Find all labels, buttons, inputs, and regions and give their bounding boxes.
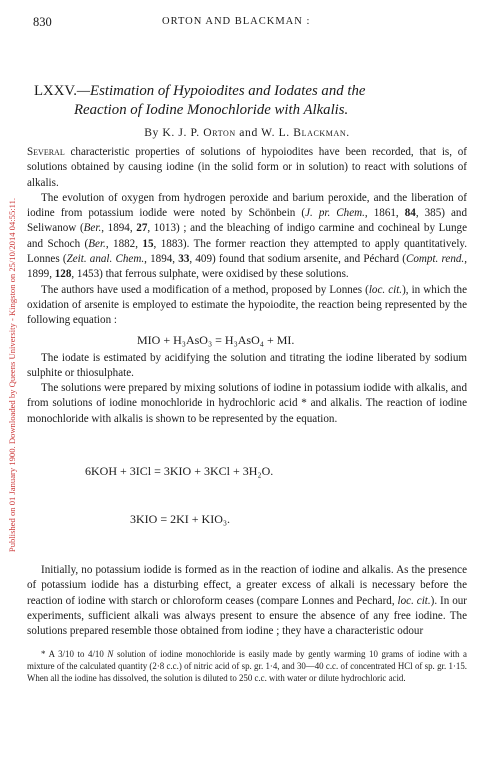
volume-84: 84 [404, 207, 416, 220]
paragraph-6 [27, 563, 467, 639]
citation-ber-1: Ber. [83, 222, 102, 235]
p3-b: ), in which the oxidation of arsenite is employed to estimate the hypoiodite, the reaction being represented by the following equation : [27, 283, 467, 327]
volume-128: 128 [54, 268, 72, 281]
page-number: 830 [33, 15, 52, 29]
p3-a: The authors have used a modification of a method, proposed by Lonnes ( [41, 283, 369, 296]
citation-loc-cit-2: loc. cit. [397, 594, 431, 607]
p2-b: , 1861, [364, 207, 405, 220]
p2-c: , 385) and Seliwanow ( [27, 207, 467, 235]
paragraph-4: The iodate is estimated by acidifying the solution and titrating the iodine liberated by sodium sulphite or thiosulphate. [27, 351, 467, 379]
citation-j-pr-chem: J. pr. Chem. [305, 207, 365, 220]
article-title [34, 82, 467, 120]
equation-monochloride: 6KOH + 3ICl = 3KIO + 3KCl + 3H₂O. [85, 464, 274, 479]
paragraph-3 [27, 283, 467, 329]
author-orton: Orton [203, 126, 236, 139]
download-watermark [4, 25, 20, 725]
title-line-2: Reaction of Iodine Monochloride with Alkalis. [74, 102, 349, 118]
volume-33: 33 [178, 253, 190, 266]
paragraph-1-text: characteristic properties of solutions of hypoiodites have been recorded, that is, of solutions obtained by causing iodine (in the solid form or in solution) to react with solutions of alkalis. [27, 146, 467, 189]
equation-iodate: 3KIO = 2KI + KIO₃. [130, 512, 231, 527]
citation-loc-cit-1: loc. cit. [368, 283, 403, 296]
byline [27, 126, 467, 139]
byline-mid: and W. L. [235, 126, 294, 139]
p6-b: ). In our experiments, sufficient alkali was always present to ensure the absence of any free iodine. The solutions prepared resemble those obtained from iodine ; they have a characteristic odour [27, 594, 468, 638]
normality-symbol: N [107, 648, 114, 659]
citation-compt-rend: Compt. rend. [405, 253, 465, 266]
volume-15: 15 [142, 237, 154, 250]
p2-k: , 1453) that ferrous sulphate, were oxidised by these solutions. [71, 268, 349, 281]
byline-end: . [346, 126, 350, 139]
footnote-b: solution of iodine monochloride is easily made by gently warming 10 grams of iodine with a mixture of the calculated quantity (2·8 c.c.) of nitric acid of sp. gr. 1·4, and 30—40 c.c. of concentrated HCl of sp. gr. 1·15. When all the iodine has dissolved, the solution is diluted to 250 c.c. with water or dilute hydrochloric acid. [27, 648, 467, 684]
p2-a: The evolution of oxygen from hydrogen peroxide and barium peroxide, and the liberation of iodine from potassium iodide were noted by Schönbein ( [27, 191, 467, 220]
article-body [27, 145, 467, 640]
p2-g: , 1883). The former reaction they attempted to apply quantitatively. Lonnes ( [27, 237, 467, 266]
p2-j: , 1899, [27, 253, 467, 281]
citation-zeit-anal-chem: Zeit. anal. Chem. [66, 253, 145, 266]
paragraph-1 [27, 145, 467, 191]
byline-prefix: By K. J. P. [144, 126, 204, 139]
citation-ber-2: Ber. [88, 237, 106, 250]
running-header [27, 0, 467, 38]
p2-d: , 1894, [101, 222, 137, 235]
author-blackman: Blackman [293, 126, 347, 139]
footnote-a: * A 3/10 to 4/10 [41, 648, 108, 659]
equation-arsenite: MIO + H₃AsO₃ = H₃AsO₄ + MI. [137, 332, 295, 347]
p6-a: Initially, no potassium iodide is formed as in the reaction of iodine and alkalis. As the presence of potassium iodide has a disturbing effect, a greater excess of alkali is necessary before the reaction of iodine with starch or chloroform ceases (compare Lonnes and Pechard, [27, 564, 467, 607]
article-number: LXXV. [34, 83, 77, 99]
title-line-1: —Estimation of Hypoiodites and Iodates and the [76, 83, 366, 99]
volume-27: 27 [136, 222, 148, 235]
lead-word: Several [27, 146, 65, 158]
running-title: ORTON AND BLACKMAN : [162, 16, 311, 27]
download-notice: Published on 01 January 1900. Downloaded by Queens University - Kingston on 25/10/2014 04:55:11. [7, 197, 17, 553]
footnote-text [27, 648, 467, 685]
equation-block [27, 431, 467, 559]
journal-page [27, 0, 467, 768]
p2-f: , 1882, [105, 237, 143, 250]
paragraph-5: The solutions were prepared by mixing solutions of iodine in potassium iodide with alkalis, and from solutions of iodine monochloride in hydrochloric acid * and alkalis. The reaction of iodine monochloride with alkalis is shown to be represented by the equation. [27, 382, 467, 425]
p2-e: , 1013) ; and the bleaching of indigo carmine and cochineal by Lunge and Schoch ( [27, 222, 467, 250]
p2-h: , 1894, [144, 253, 179, 266]
p2-i: , 409) found that sodium arsenite, and Péchard ( [189, 253, 406, 266]
footnote [27, 648, 467, 685]
paragraph-2 [27, 191, 467, 283]
